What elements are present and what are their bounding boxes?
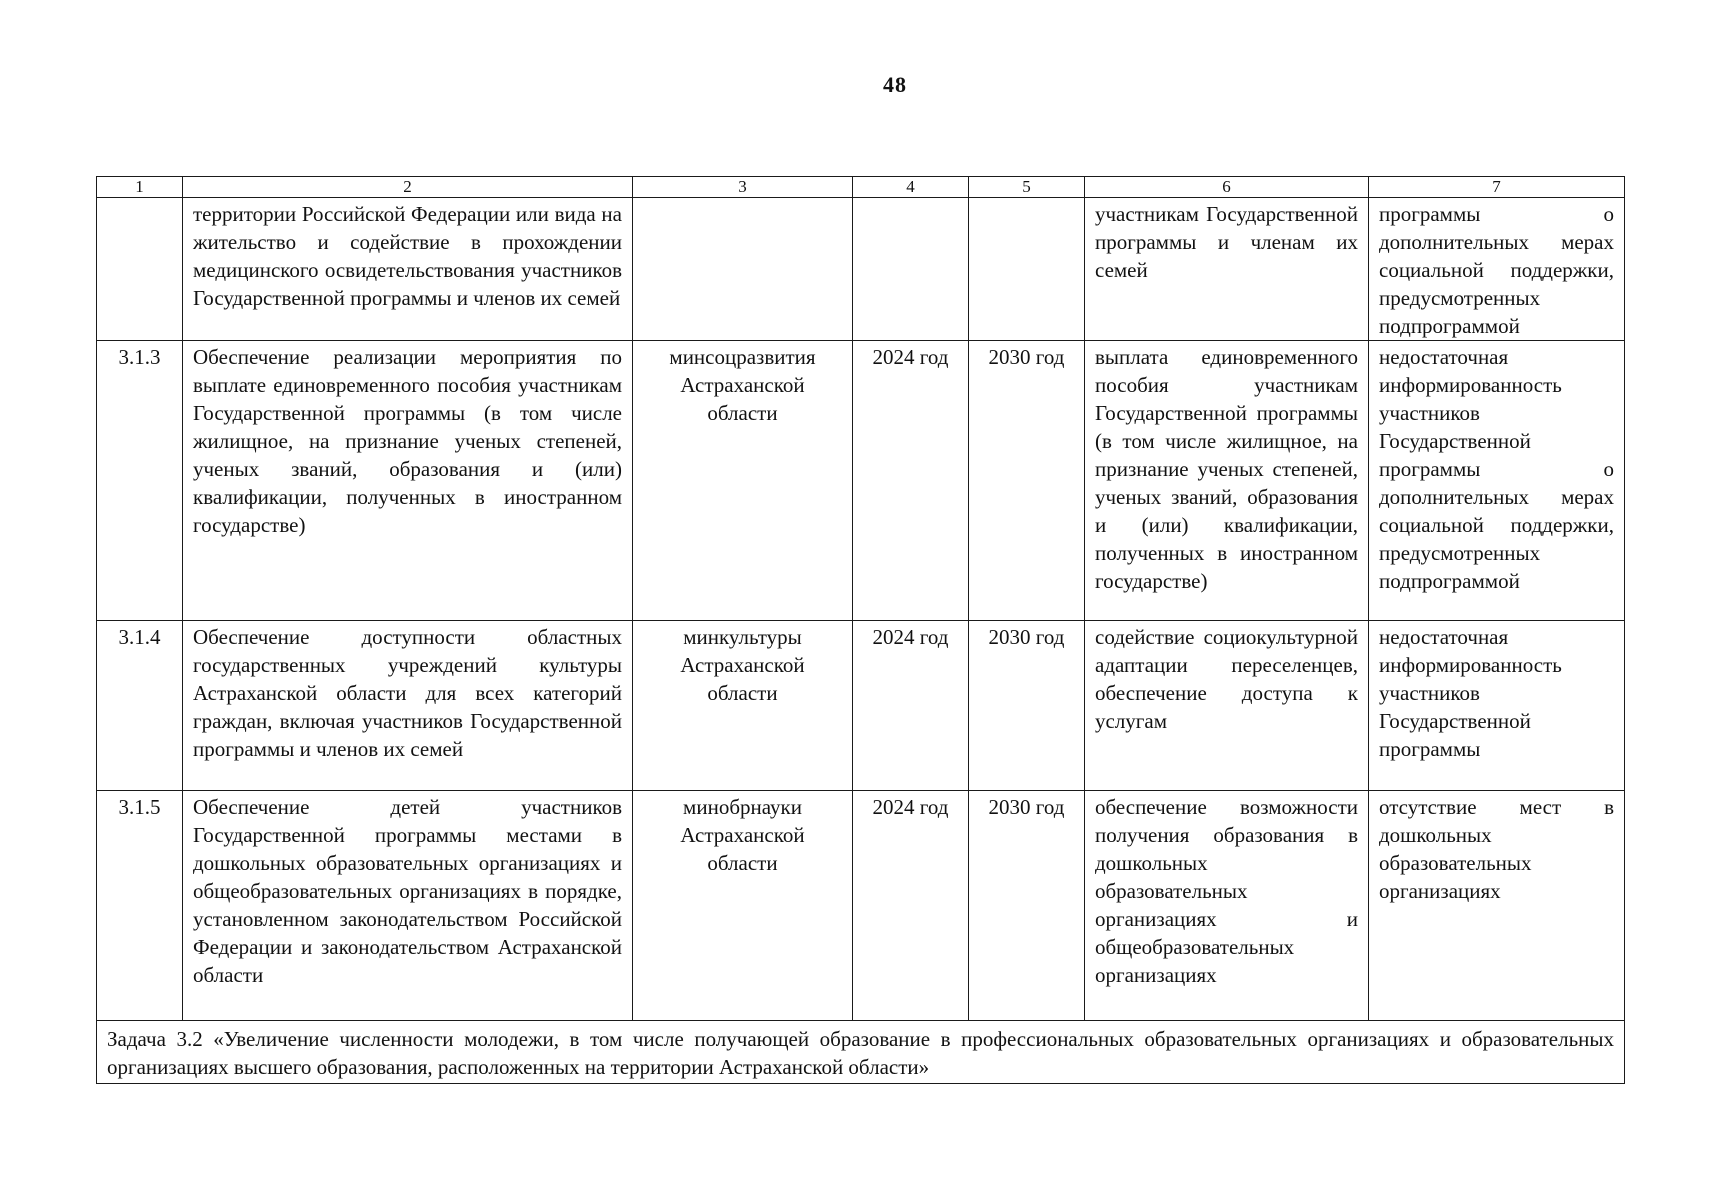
table-row <box>97 341 1625 621</box>
column-number-header: 3 <box>633 177 853 198</box>
executor-cell: минобрнауки Астраханской области <box>633 791 853 1021</box>
page-number: 48 <box>883 72 907 97</box>
item-number-cell: 3.1.4 <box>97 621 183 791</box>
table-row <box>97 791 1625 1021</box>
start-year-cell <box>853 198 969 341</box>
risk-cell: программы о дополнительных мерах социальной поддержки, предусмотренных подпрограммой <box>1369 198 1625 341</box>
table-row <box>97 621 1625 791</box>
column-number-header: 5 <box>969 177 1085 198</box>
risk-cell: недостаточная информированность участников Государственной программы о дополнительных мерах социальной поддержки, предусмотренных подпрограммой <box>1369 341 1625 621</box>
risk-cell: недостаточная информированность участников Государственной программы <box>1369 621 1625 791</box>
column-number-header: 1 <box>97 177 183 198</box>
column-number-header: 7 <box>1369 177 1625 198</box>
table-row <box>97 198 1625 341</box>
measures-table <box>96 176 1625 1084</box>
item-number-cell: 3.1.3 <box>97 341 183 621</box>
result-cell: участникам Государственной программы и членам их семей <box>1085 198 1369 341</box>
task-heading: Задача 3.2 «Увеличение численности молодежи, в том числе получающей образование в профессиональных образовательных организациях и образовательных организациях высшего образования, расположенных на территории Астраханской области» <box>97 1021 1625 1084</box>
result-cell: содействие социокультурной адаптации переселенцев, обеспечение доступа к услугам <box>1085 621 1369 791</box>
column-number-header: 2 <box>183 177 633 198</box>
column-number-header: 6 <box>1085 177 1369 198</box>
item-number-cell <box>97 198 183 341</box>
end-year-cell: 2030 год <box>969 341 1085 621</box>
end-year-cell: 2030 год <box>969 791 1085 1021</box>
executor-cell: минкультуры Астраханской области <box>633 621 853 791</box>
measure-cell: Обеспечение детей участников Государственной программы местами в дошкольных образовательных организациях и общеобразовательных организациях в порядке, установленном законодательством Российской Федерации и законодательством Астраханской области <box>183 791 633 1021</box>
table-header-row <box>97 177 1625 198</box>
measure-cell: Обеспечение реализации мероприятия по выплате единовременного пособия участникам Государственной программы (в том числе жилищное, на признание ученых степеней, ученых званий, образования и (или) квалификации, полученных в иностранном государстве) <box>183 341 633 621</box>
executor-cell <box>633 198 853 341</box>
result-cell: обеспечение возможности получения образования в дошкольных образовательных организациях и общеобразовательных организациях <box>1085 791 1369 1021</box>
start-year-cell: 2024 год <box>853 621 969 791</box>
start-year-cell: 2024 год <box>853 341 969 621</box>
column-number-header: 4 <box>853 177 969 198</box>
end-year-cell <box>969 198 1085 341</box>
executor-cell: минсоцразвития Астраханской области <box>633 341 853 621</box>
end-year-cell: 2030 год <box>969 621 1085 791</box>
item-number-cell: 3.1.5 <box>97 791 183 1021</box>
risk-cell: отсутствие мест в дошкольных образовательных организациях <box>1369 791 1625 1021</box>
result-cell: выплата единовременного пособия участникам Государственной программы (в том числе жилищное, на признание ученых степеней, ученых званий, образования и (или) квалификации, полученных в иностранном государстве) <box>1085 341 1369 621</box>
start-year-cell: 2024 год <box>853 791 969 1021</box>
measure-cell: территории Российской Федерации или вида на жительство и содействие в прохождении медицинского освидетельствования участников Государственной программы и членов их семей <box>183 198 633 341</box>
measure-cell: Обеспечение доступности областных государственных учреждений культуры Астраханской области для всех категорий граждан, включая участников Государственной программы и членов их семей <box>183 621 633 791</box>
task-row <box>97 1021 1625 1084</box>
